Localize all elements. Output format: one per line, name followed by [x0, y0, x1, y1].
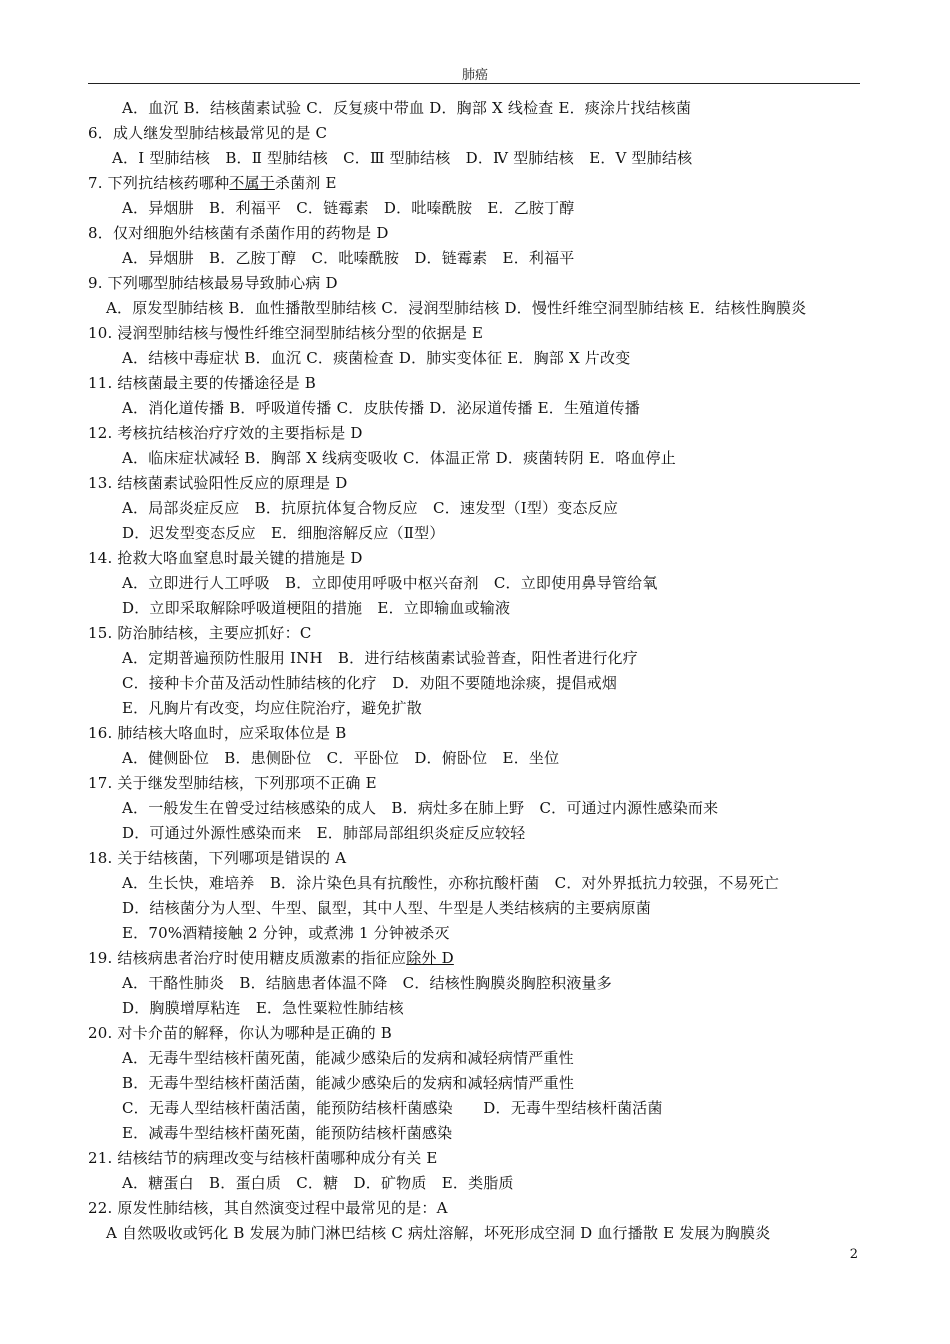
question-line: 11. 结核菌最主要的传播途径是 B — [88, 374, 317, 392]
question-text: 19. 结核病患者治疗时使用糖皮质激素的指征应 — [88, 949, 407, 967]
option-line: A．立即进行人工呼吸 B．立即使用呼吸中枢兴奋剂 C．立即使用鼻导管给氧 — [122, 574, 658, 592]
question-line: 12. 考核抗结核治疗疗效的主要指标是 D — [88, 424, 363, 442]
question-line — [88, 171, 337, 195]
option-line: A．消化道传播 B．呼吸道传播 C．皮肤传播 D．泌尿道传播 E．生殖道传播 — [122, 399, 640, 417]
option-line: A．Ⅰ 型肺结核 B．Ⅱ 型肺结核 C．Ⅲ 型肺结核 D．Ⅳ 型肺结核 E．Ⅴ 型肺结核 — [112, 149, 693, 167]
option-line: A．生长快，难培养 B．涂片染色具有抗酸性，亦称抗酸杆菌 C．对外界抵抗力较强，不易死亡 — [122, 874, 780, 892]
underlined-text: 不属于 — [229, 174, 275, 192]
option-line: D．可通过外源性感染而来 E．肺部局部组织炎症反应较轻 — [122, 824, 526, 842]
option-line: C．接种卡介苗及活动性肺结核的化疗 D．劝阻不要随地涂痰，提倡戒烟 — [122, 674, 618, 692]
question-line: 21. 结核结节的病理改变与结核杆菌哪种成分有关 E — [88, 1149, 438, 1167]
option-line: D．胸膜增厚粘连 E．急性粟粒性肺结核 — [122, 999, 404, 1017]
option-line: A．血沉 B．结核菌素试验 C．反复痰中带血 D．胸部 X 线检查 E．痰涂片找结核菌 — [122, 99, 692, 117]
question-line: 14. 抢救大咯血窒息时最关键的措施是 D — [88, 549, 363, 567]
option-line: E．凡胸片有改变，均应住院治疗，避免扩散 — [122, 699, 422, 717]
option-line: A．无毒牛型结核杆菌死菌，能减少感染后的发病和减轻病情严重性 — [122, 1049, 574, 1067]
page-header-title: 肺癌 — [461, 68, 488, 83]
question-line: 15. 防治肺结核，主要应抓好：C — [88, 624, 312, 642]
question-line: 20. 对卡介苗的解释，你认为哪种是正确的 B — [88, 1024, 393, 1042]
option-line: C．无毒人型结核杆菌活菌，能预防结核杆菌感染 D．无毒牛型结核杆菌活菌 — [122, 1099, 663, 1117]
option-line: A．原发型肺结核 B．血性播散型肺结核 C．浸润型肺结核 D．慢性纤维空洞型肺结核 E．结核性胸膜炎 — [106, 299, 807, 317]
option-line: D．结核菌分为人型、牛型、鼠型，其中人型、牛型是人类结核病的主要病原菌 — [122, 899, 652, 917]
question-line: 13. 结核菌素试验阳性反应的原理是 D — [88, 474, 348, 492]
page-number: 2 — [849, 1247, 858, 1262]
question-line: 6．成人继发型肺结核最常见的是 C — [88, 124, 328, 142]
header-rule — [88, 83, 860, 84]
option-line: A．局部炎症反应 B．抗原抗体复合物反应 C．速发型（Ⅰ型）变态反应 — [122, 499, 619, 517]
question-line: 22. 原发性肺结核，其自然演变过程中最常见的是：A — [88, 1199, 448, 1217]
option-line: A．健侧卧位 B．患侧卧位 C．平卧位 D．俯卧位 E．坐位 — [122, 749, 560, 767]
question-line: 17. 关于继发型肺结核，下列那项不正确 E — [88, 774, 377, 792]
option-line: A．糖蛋白 B．蛋白质 C．糖 D．矿物质 E．类脂质 — [122, 1174, 514, 1192]
question-line: 10. 浸润型肺结核与慢性纤维空洞型肺结核分型的依据是 E — [88, 324, 484, 342]
question-text: 杀菌剂 E — [274, 174, 337, 192]
option-line: A 自然吸收或钙化 B 发展为肺门淋巴结核 C 病灶溶解，坏死形成空洞 D 血行播散 E 发展为胸膜炎 — [106, 1224, 771, 1242]
question-line — [88, 946, 454, 970]
option-line: E．减毒牛型结核杆菌死菌，能预防结核杆菌感染 — [122, 1124, 453, 1142]
underlined-text: 除外 D — [406, 949, 454, 967]
question-line: 18. 关于结核菌，下列哪项是错误的 A — [88, 849, 347, 867]
option-line: E．70%酒精接触 2 分钟，或煮沸 1 分钟被杀灭 — [122, 924, 450, 942]
option-line: A．异烟肼 B．利福平 C．链霉素 D．吡嗪酰胺 E．乙胺丁醇 — [122, 199, 575, 217]
option-line: D．立即采取解除呼吸道梗阻的措施 E．立即输血或输液 — [122, 599, 511, 617]
question-line: 16. 肺结核大咯血时，应采取体位是 B — [88, 724, 347, 742]
option-line: B．无毒牛型结核杆菌活菌，能减少感染后的发病和减轻病情严重性 — [122, 1074, 575, 1092]
option-line: A．定期普遍预防性服用 INH B．进行结核菌素试验普查，阳性者进行化疗 — [122, 649, 638, 667]
option-line: A．干酪性肺炎 B．结脑患者体温不降 C．结核性胸膜炎胸腔积液量多 — [122, 974, 612, 992]
option-line: A．临床症状减轻 B．胸部 X 线病变吸收 C．体温正常 D．痰菌转阴 E．咯血停止 — [122, 449, 676, 467]
question-line: 8．仅对细胞外结核菌有杀菌作用的药物是 D — [88, 224, 389, 242]
question-text: 7. 下列抗结核药哪种 — [88, 174, 230, 192]
option-line: A．异烟肼 B．乙胺丁醇 C．吡嗪酰胺 D．链霉素 E．利福平 — [122, 249, 575, 267]
option-line: A．结核中毒症状 B．血沉 C．痰菌检查 D．肺实变体征 E．胸部 X 片改变 — [122, 349, 631, 367]
question-line: 9. 下列哪型肺结核最易导致肺心病 D — [88, 274, 338, 292]
option-line: A．一般发生在曾受过结核感染的成人 B．病灶多在肺上野 C．可通过内源性感染而来 — [122, 799, 719, 817]
option-line: D．迟发型变态反应 E．细胞溶解反应（Ⅱ型） — [122, 524, 445, 542]
